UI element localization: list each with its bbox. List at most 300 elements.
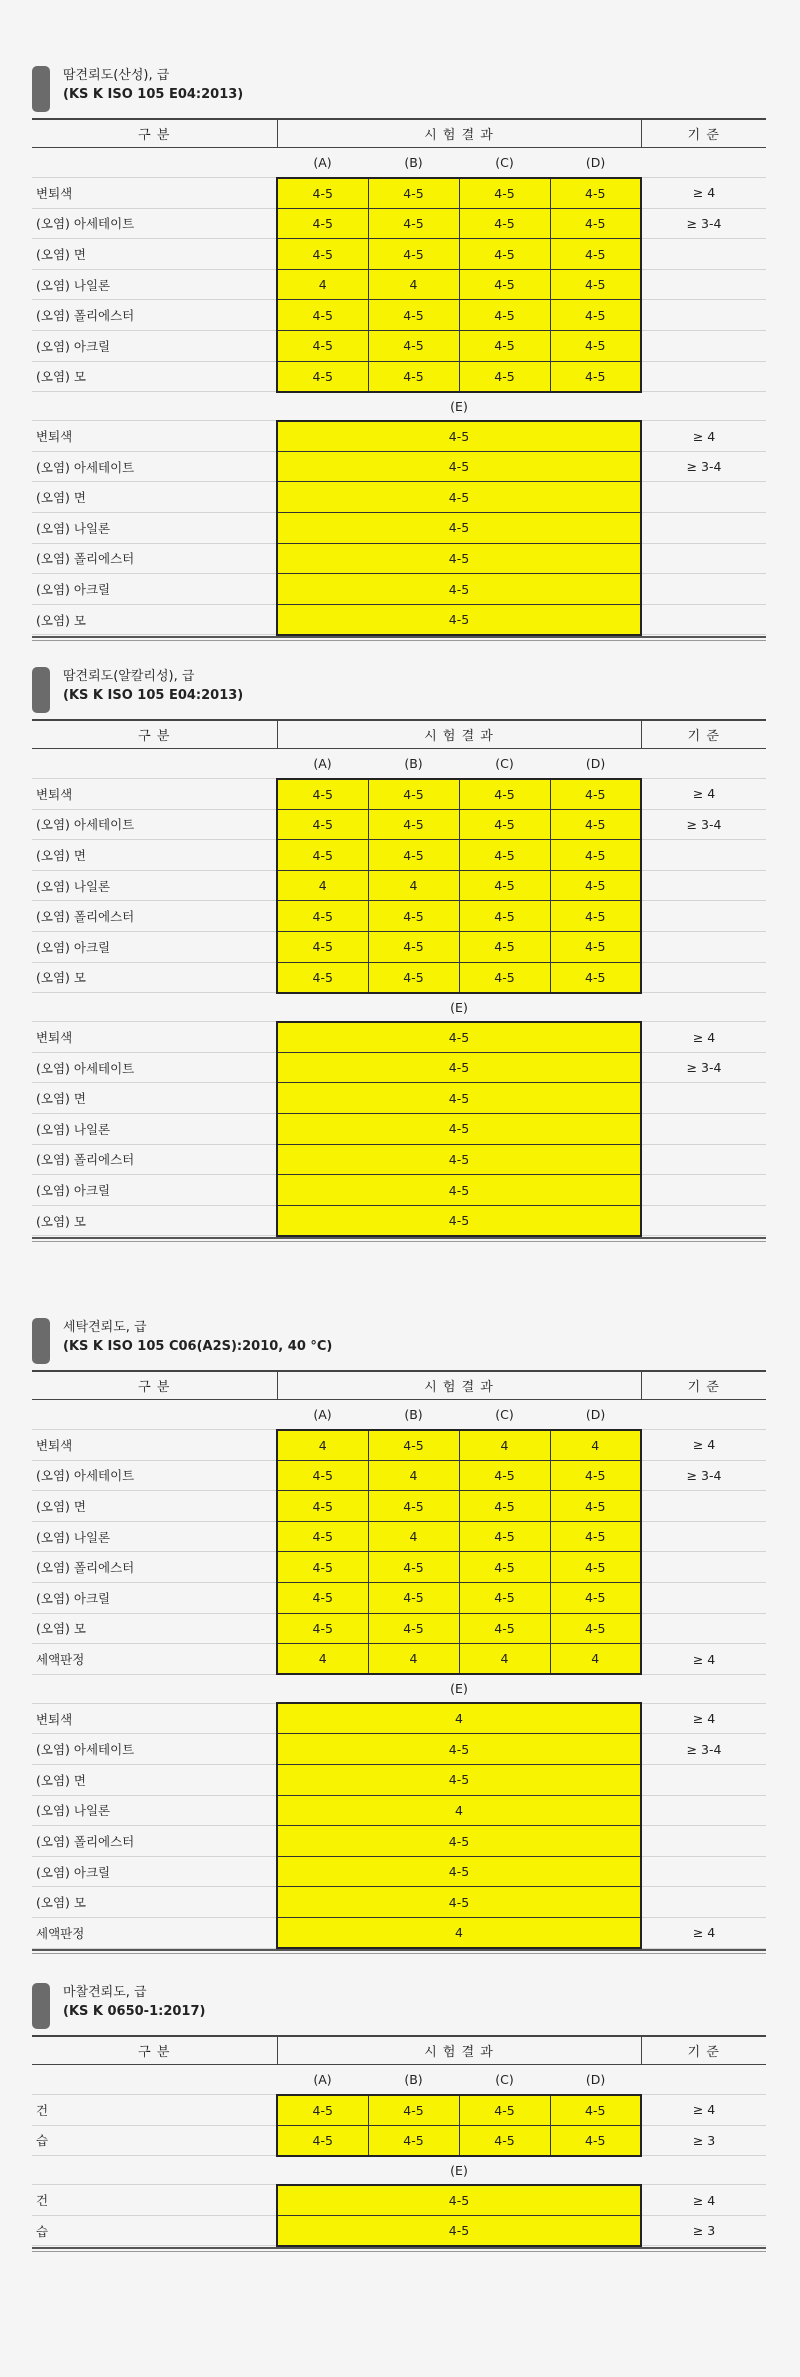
table-row <box>32 1765 766 1796</box>
criterion-value <box>641 1114 766 1145</box>
table-row <box>32 1022 766 1053</box>
criterion-value: ≥ 4 <box>641 1644 766 1675</box>
result-value: 4-5 <box>277 482 641 513</box>
criterion-value: ≥ 4 <box>641 178 766 209</box>
result-value: 4-5 <box>277 932 368 963</box>
results-header: 시 험 결 과 <box>277 2036 641 2064</box>
result-value: 4-5 <box>277 543 641 574</box>
result-value: 4-5 <box>368 2125 459 2156</box>
category-header: 구 분 <box>32 720 277 748</box>
table-header-row <box>32 119 766 147</box>
result-value: 4 <box>368 870 459 901</box>
row-label: (오염) 폴리에스터 <box>32 1826 277 1857</box>
result-value: 4-5 <box>277 1887 641 1918</box>
result-value: 4 <box>368 1521 459 1552</box>
criterion-value <box>641 1583 766 1614</box>
result-value: 4-5 <box>277 1521 368 1552</box>
criterion-value <box>641 482 766 513</box>
table-row <box>32 1205 766 1236</box>
row-label: (오염) 아세테이트 <box>32 208 277 239</box>
table-row <box>32 1613 766 1644</box>
result-value: 4-5 <box>368 1552 459 1583</box>
table-header-row <box>32 1371 766 1399</box>
result-value: 4-5 <box>459 2125 550 2156</box>
table-row <box>32 962 766 993</box>
table-row <box>32 1856 766 1887</box>
result-value: 4-5 <box>277 779 368 810</box>
table-header-row <box>32 720 766 748</box>
result-value: 4-5 <box>368 840 459 871</box>
row-label: 습 <box>32 2125 277 2156</box>
result-value: 4-5 <box>277 2125 368 2156</box>
row-label: 변퇴색 <box>32 1430 277 1461</box>
result-value: 4-5 <box>277 1205 641 1236</box>
criterion-value: ≥ 3-4 <box>641 1052 766 1083</box>
results-table <box>32 719 766 1237</box>
result-value: 4-5 <box>550 840 641 871</box>
result-value: 4-5 <box>277 840 368 871</box>
criterion-value <box>641 1144 766 1175</box>
criterion-value <box>641 574 766 605</box>
table-row <box>32 604 766 635</box>
result-value: 4-5 <box>277 1144 641 1175</box>
criterion-value: ≥ 3 <box>641 2125 766 2156</box>
results-table <box>32 118 766 636</box>
e-column-label: (E) <box>277 392 641 421</box>
table-row <box>32 1052 766 1083</box>
criterion-value: ≥ 3-4 <box>641 1734 766 1765</box>
criteria-header: 기 준 <box>641 119 766 147</box>
section-title: 세탁견뢰도, 급 <box>63 1320 147 1335</box>
blank-cell <box>641 2156 766 2185</box>
row-label: (오염) 폴리에스터 <box>32 543 277 574</box>
result-value: 4-5 <box>550 300 641 331</box>
row-label: (오염) 면 <box>32 840 277 871</box>
column-label: (A) <box>277 2064 368 2095</box>
result-value: 4-5 <box>459 331 550 362</box>
result-value: 4-5 <box>459 840 550 871</box>
result-value: 4-5 <box>459 962 550 993</box>
criterion-value <box>641 840 766 871</box>
section-end-rule <box>32 1949 766 1954</box>
column-label: (C) <box>459 1399 550 1430</box>
e-column-label: (E) <box>277 1674 641 1703</box>
row-label: (오염) 면 <box>32 1491 277 1522</box>
table-row <box>32 451 766 482</box>
result-value: 4-5 <box>459 870 550 901</box>
row-label: (오염) 아세테이트 <box>32 451 277 482</box>
criterion-value <box>641 1826 766 1857</box>
result-value: 4-5 <box>277 451 641 482</box>
result-value: 4-5 <box>277 421 641 452</box>
row-label: (오염) 모 <box>32 962 277 993</box>
result-value: 4 <box>368 1460 459 1491</box>
result-value: 4-5 <box>550 962 641 993</box>
test-section <box>32 667 766 1242</box>
section-marker <box>32 66 50 112</box>
table-row <box>32 1734 766 1765</box>
result-value: 4-5 <box>459 239 550 270</box>
result-value: 4 <box>550 1644 641 1675</box>
table-row <box>32 2125 766 2156</box>
table-row <box>32 1144 766 1175</box>
table-row <box>32 1083 766 1114</box>
row-label: 세액판정 <box>32 1644 277 1675</box>
result-value: 4 <box>368 269 459 300</box>
result-value: 4-5 <box>368 331 459 362</box>
row-label: (오염) 면 <box>32 1765 277 1796</box>
table-row <box>32 1583 766 1614</box>
result-value: 4 <box>277 269 368 300</box>
result-value: 4-5 <box>368 239 459 270</box>
row-label: (오염) 면 <box>32 482 277 513</box>
criterion-value <box>641 901 766 932</box>
result-value: 4-5 <box>368 2095 459 2126</box>
row-label: 건 <box>32 2095 277 2126</box>
criterion-value <box>641 1795 766 1826</box>
row-label: (오염) 모 <box>32 361 277 392</box>
criterion-value <box>641 1491 766 1522</box>
result-value: 4-5 <box>550 2125 641 2156</box>
table-row <box>32 1521 766 1552</box>
e-label-row <box>32 392 766 421</box>
row-label: (오염) 아크릴 <box>32 1856 277 1887</box>
blank-cell <box>641 1674 766 1703</box>
blank-cell <box>32 993 277 1022</box>
e-label-row <box>32 993 766 1022</box>
result-value: 4-5 <box>459 361 550 392</box>
column-label: (B) <box>368 748 459 779</box>
column-label-row <box>32 748 766 779</box>
result-value: 4-5 <box>277 2215 641 2246</box>
row-label: (오염) 면 <box>32 239 277 270</box>
criterion-value <box>641 1175 766 1206</box>
table-row <box>32 239 766 270</box>
section-title: 마찰견뢰도, 급 <box>63 1985 147 2000</box>
result-value: 4-5 <box>277 361 368 392</box>
row-label: (오염) 나일론 <box>32 269 277 300</box>
table-row <box>32 421 766 452</box>
row-label: (오염) 아세테이트 <box>32 1052 277 1083</box>
row-label: 습 <box>32 2215 277 2246</box>
result-value: 4-5 <box>550 1491 641 1522</box>
row-label: (오염) 아크릴 <box>32 1583 277 1614</box>
column-label: (C) <box>459 2064 550 2095</box>
criterion-value <box>641 1205 766 1236</box>
table-row <box>32 574 766 605</box>
table-header-row <box>32 2036 766 2064</box>
table-row <box>32 1826 766 1857</box>
blank-cell <box>641 993 766 1022</box>
blank-cell <box>32 2064 277 2095</box>
e-label-row <box>32 1674 766 1703</box>
table-row <box>32 2095 766 2126</box>
result-value: 4-5 <box>277 574 641 605</box>
result-value: 4-5 <box>277 239 368 270</box>
row-label: (오염) 나일론 <box>32 1114 277 1145</box>
result-value: 4-5 <box>277 1583 368 1614</box>
table-row <box>32 932 766 963</box>
result-value: 4-5 <box>277 2185 641 2216</box>
table-row <box>32 1644 766 1675</box>
table-row <box>32 208 766 239</box>
result-value: 4-5 <box>459 208 550 239</box>
section-end-rule <box>32 1237 766 1242</box>
test-section <box>32 66 766 641</box>
criterion-value: ≥ 4 <box>641 2185 766 2216</box>
row-label: (오염) 나일론 <box>32 870 277 901</box>
column-label: (A) <box>277 748 368 779</box>
section-header <box>32 1983 766 2035</box>
column-label: (D) <box>550 147 641 178</box>
result-value: 4-5 <box>550 269 641 300</box>
result-value: 4 <box>277 1644 368 1675</box>
result-value: 4-5 <box>277 1083 641 1114</box>
criterion-value <box>641 1765 766 1796</box>
blank-cell <box>32 147 277 178</box>
table-row <box>32 1703 766 1734</box>
result-value: 4-5 <box>550 809 641 840</box>
blank-cell <box>641 748 766 779</box>
result-value: 4-5 <box>459 1552 550 1583</box>
row-label: (오염) 아세테이트 <box>32 1460 277 1491</box>
result-value: 4-5 <box>277 1734 641 1765</box>
result-value: 4-5 <box>550 1521 641 1552</box>
table-row <box>32 513 766 544</box>
row-label: (오염) 면 <box>32 1083 277 1114</box>
row-label: 변퇴색 <box>32 178 277 209</box>
section-marker <box>32 667 50 713</box>
row-label: (오염) 폴리에스터 <box>32 300 277 331</box>
column-label: (D) <box>550 1399 641 1430</box>
result-value: 4-5 <box>368 1430 459 1461</box>
table-row <box>32 1114 766 1145</box>
table-row <box>32 1887 766 1918</box>
criterion-value <box>641 1521 766 1552</box>
row-label: 세액판정 <box>32 1918 277 1949</box>
table-row <box>32 361 766 392</box>
criteria-header: 기 준 <box>641 2036 766 2064</box>
row-label: (오염) 아크릴 <box>32 932 277 963</box>
criterion-value <box>641 300 766 331</box>
result-value: 4-5 <box>550 331 641 362</box>
result-value: 4-5 <box>459 779 550 810</box>
row-label: 변퇴색 <box>32 421 277 452</box>
result-value: 4-5 <box>277 300 368 331</box>
section-header <box>32 1318 766 1370</box>
result-value: 4-5 <box>459 1491 550 1522</box>
result-value: 4-5 <box>277 809 368 840</box>
row-label: (오염) 아세테이트 <box>32 1734 277 1765</box>
result-value: 4-5 <box>368 178 459 209</box>
column-label: (D) <box>550 748 641 779</box>
criterion-value <box>641 513 766 544</box>
criteria-header: 기 준 <box>641 720 766 748</box>
criterion-value <box>641 543 766 574</box>
table-row <box>32 1552 766 1583</box>
result-value: 4-5 <box>277 1856 641 1887</box>
criterion-value <box>641 1613 766 1644</box>
results-table <box>32 2035 766 2247</box>
column-label: (A) <box>277 147 368 178</box>
result-value: 4-5 <box>550 932 641 963</box>
table-row <box>32 1430 766 1461</box>
criterion-value: ≥ 3-4 <box>641 809 766 840</box>
criterion-value: ≥ 4 <box>641 421 766 452</box>
criterion-value <box>641 870 766 901</box>
row-label: (오염) 나일론 <box>32 1795 277 1826</box>
criterion-value: ≥ 3-4 <box>641 1460 766 1491</box>
column-label: (D) <box>550 2064 641 2095</box>
table-row <box>32 2185 766 2216</box>
row-label: 변퇴색 <box>32 1703 277 1734</box>
row-label: 변퇴색 <box>32 1022 277 1053</box>
blank-cell <box>641 392 766 421</box>
blank-cell <box>32 2156 277 2185</box>
result-value: 4-5 <box>277 962 368 993</box>
result-value: 4-5 <box>277 178 368 209</box>
result-value: 4-5 <box>550 870 641 901</box>
result-value: 4-5 <box>459 269 550 300</box>
result-value: 4-5 <box>550 239 641 270</box>
result-value: 4-5 <box>368 809 459 840</box>
result-value: 4-5 <box>277 208 368 239</box>
result-value: 4-5 <box>459 1521 550 1552</box>
section-standard: (KS K ISO 105 C06(A2S):2010, 40 °C) <box>63 1339 333 1354</box>
table-row <box>32 269 766 300</box>
criterion-value <box>641 962 766 993</box>
table-row <box>32 300 766 331</box>
row-label: (오염) 폴리에스터 <box>32 1552 277 1583</box>
column-label-row <box>32 147 766 178</box>
section-header <box>32 66 766 118</box>
blank-cell <box>32 1674 277 1703</box>
criterion-value: ≥ 3-4 <box>641 451 766 482</box>
result-value: 4 <box>277 1795 641 1826</box>
column-label: (B) <box>368 147 459 178</box>
e-column-label: (E) <box>277 993 641 1022</box>
row-label: (오염) 모 <box>32 1887 277 1918</box>
row-label: (오염) 모 <box>32 1613 277 1644</box>
table-row <box>32 2215 766 2246</box>
section-marker <box>32 1983 50 2029</box>
category-header: 구 분 <box>32 1371 277 1399</box>
result-value: 4-5 <box>550 1613 641 1644</box>
section-standard: (KS K ISO 105 E04:2013) <box>63 688 244 703</box>
result-value: 4-5 <box>459 901 550 932</box>
criterion-value <box>641 604 766 635</box>
result-value: 4 <box>550 1430 641 1461</box>
results-header: 시 험 결 과 <box>277 1371 641 1399</box>
table-row <box>32 809 766 840</box>
criterion-value: ≥ 4 <box>641 1022 766 1053</box>
result-value: 4-5 <box>277 1765 641 1796</box>
table-row <box>32 779 766 810</box>
result-value: 4-5 <box>459 1613 550 1644</box>
result-value: 4-5 <box>550 178 641 209</box>
column-label-row <box>32 2064 766 2095</box>
results-table <box>32 1370 766 1949</box>
result-value: 4-5 <box>277 2095 368 2126</box>
row-label: (오염) 폴리에스터 <box>32 901 277 932</box>
result-value: 4-5 <box>459 1460 550 1491</box>
table-row <box>32 1460 766 1491</box>
table-row <box>32 870 766 901</box>
result-value: 4-5 <box>368 208 459 239</box>
criterion-value <box>641 932 766 963</box>
category-header: 구 분 <box>32 119 277 147</box>
table-row <box>32 1175 766 1206</box>
criterion-value <box>641 361 766 392</box>
result-value: 4 <box>277 1430 368 1461</box>
section-standard: (KS K ISO 105 E04:2013) <box>63 87 244 102</box>
result-value: 4 <box>277 1918 641 1949</box>
result-value: 4-5 <box>277 1613 368 1644</box>
table-row <box>32 1795 766 1826</box>
row-label: 변퇴색 <box>32 779 277 810</box>
criterion-value <box>641 1552 766 1583</box>
row-label: (오염) 나일론 <box>32 1521 277 1552</box>
criterion-value <box>641 1856 766 1887</box>
table-row <box>32 543 766 574</box>
result-value: 4-5 <box>459 1583 550 1614</box>
row-label: (오염) 아크릴 <box>32 574 277 605</box>
criterion-value <box>641 239 766 270</box>
row-label: 건 <box>32 2185 277 2216</box>
results-header: 시 험 결 과 <box>277 720 641 748</box>
blank-cell <box>32 1399 277 1430</box>
result-value: 4-5 <box>277 1491 368 1522</box>
result-value: 4-5 <box>550 779 641 810</box>
result-value: 4 <box>459 1430 550 1461</box>
row-label: (오염) 폴리에스터 <box>32 1144 277 1175</box>
result-value: 4-5 <box>277 1175 641 1206</box>
result-value: 4-5 <box>368 901 459 932</box>
row-label: (오염) 아세테이트 <box>32 809 277 840</box>
table-row <box>32 178 766 209</box>
result-value: 4-5 <box>368 1583 459 1614</box>
test-section <box>32 1318 766 1954</box>
result-value: 4-5 <box>550 2095 641 2126</box>
result-value: 4-5 <box>550 1552 641 1583</box>
column-label: (B) <box>368 2064 459 2095</box>
column-label: (C) <box>459 147 550 178</box>
section-title: 땀견뢰도(산성), 급 <box>63 68 170 83</box>
section-marker <box>32 1318 50 1364</box>
result-value: 4-5 <box>277 1052 641 1083</box>
section-end-rule <box>32 2247 766 2252</box>
result-value: 4-5 <box>368 361 459 392</box>
result-value: 4-5 <box>277 901 368 932</box>
result-value: 4-5 <box>277 604 641 635</box>
result-value: 4-5 <box>368 962 459 993</box>
result-value: 4-5 <box>459 2095 550 2126</box>
result-value: 4-5 <box>368 932 459 963</box>
results-header: 시 험 결 과 <box>277 119 641 147</box>
result-value: 4-5 <box>277 513 641 544</box>
result-value: 4-5 <box>459 932 550 963</box>
result-value: 4-5 <box>277 1114 641 1145</box>
result-value: 4-5 <box>459 178 550 209</box>
column-label: (A) <box>277 1399 368 1430</box>
blank-cell <box>641 147 766 178</box>
result-value: 4-5 <box>550 1460 641 1491</box>
table-row <box>32 1491 766 1522</box>
criterion-value: ≥ 4 <box>641 1703 766 1734</box>
table-row <box>32 840 766 871</box>
result-value: 4-5 <box>550 208 641 239</box>
column-label: (B) <box>368 1399 459 1430</box>
